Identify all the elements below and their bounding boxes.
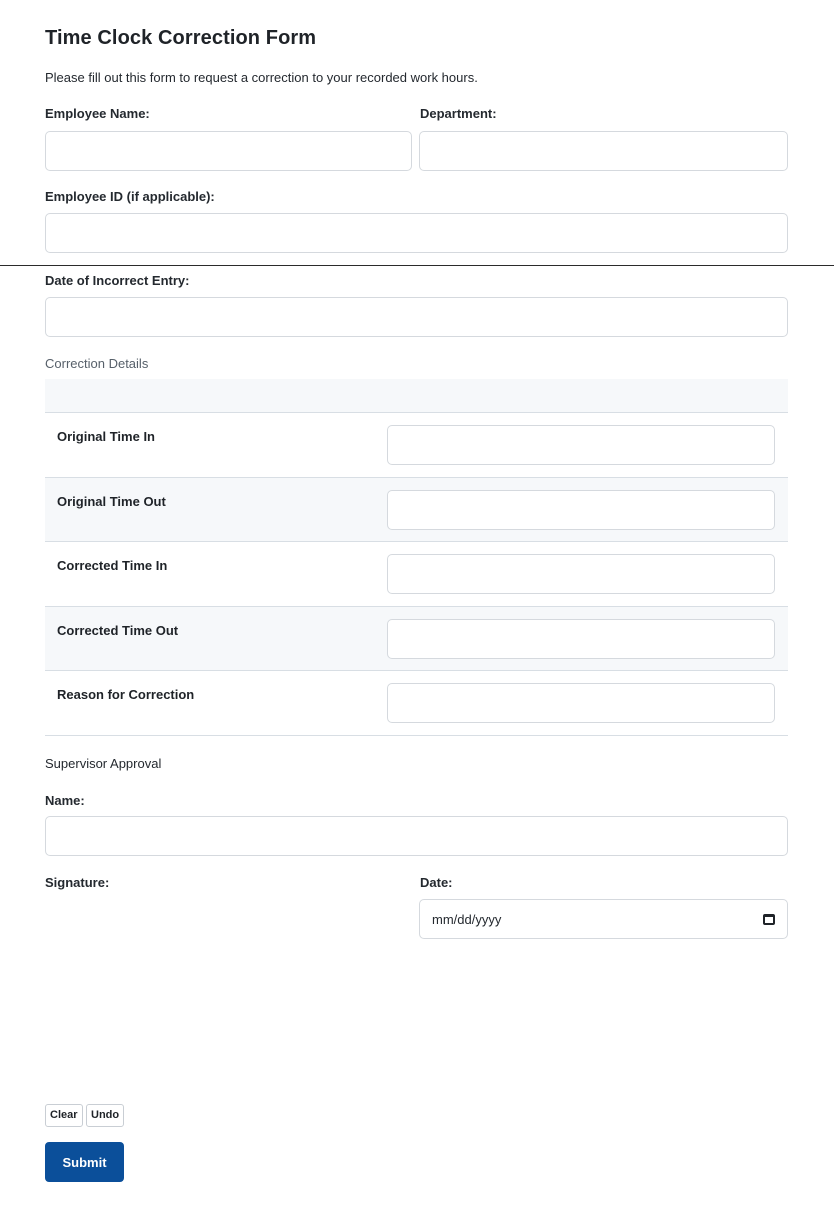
undo-signature-button[interactable]: Undo [86, 1104, 124, 1127]
department-label: Department: [420, 106, 497, 121]
correction-row-corrected-time-in [45, 542, 788, 607]
date-incorrect-input[interactable] [45, 297, 788, 337]
date-label: Date: [420, 875, 453, 890]
section-divider [0, 265, 834, 266]
row-label: Original Time Out [57, 493, 166, 509]
correction-row-original-time-out [45, 478, 788, 543]
supervisor-name-input[interactable] [45, 816, 788, 856]
date-incorrect-label: Date of Incorrect Entry: [45, 273, 190, 288]
calendar-icon[interactable] [763, 914, 775, 925]
form-intro: Please fill out this form to request a correction to your recorded work hours. [45, 70, 478, 85]
original-time-in-input[interactable] [387, 425, 775, 465]
row-label: Corrected Time Out [57, 622, 179, 638]
submit-button[interactable]: Submit [45, 1142, 124, 1182]
correction-row-reason [45, 671, 788, 736]
correction-row-corrected-time-out [45, 607, 788, 672]
signature-pad[interactable] [45, 897, 405, 1092]
supervisor-approval-heading: Supervisor Approval [45, 756, 162, 771]
correction-details-heading: Correction Details [45, 356, 149, 371]
row-label: Original Time In [57, 429, 156, 444]
row-label: Corrected Time In [57, 558, 168, 573]
correction-table [45, 379, 788, 736]
page-title: Time Clock Correction Form [45, 27, 317, 49]
correction-row-original-time-in [45, 413, 788, 478]
corrected-time-in-input[interactable] [387, 554, 775, 594]
date-placeholder: mm/dd/yyyy [432, 911, 502, 927]
signature-label: Signature: [45, 875, 110, 890]
original-time-out-input[interactable] [387, 490, 775, 530]
department-input[interactable] [419, 131, 788, 171]
employee-name-label: Employee Name: [45, 106, 150, 121]
employee-id-input[interactable] [45, 213, 788, 253]
corrected-time-out-input[interactable] [387, 619, 775, 659]
clear-signature-button[interactable]: Clear [45, 1104, 83, 1127]
correction-table-header [45, 379, 788, 413]
employee-name-input[interactable] [45, 131, 412, 171]
row-label: Reason for Correction [57, 687, 195, 702]
employee-id-label: Employee ID (if applicable): [45, 189, 215, 204]
reason-input[interactable] [387, 683, 775, 723]
supervisor-date-input[interactable] [419, 899, 788, 939]
supervisor-name-label: Name: [45, 793, 85, 808]
